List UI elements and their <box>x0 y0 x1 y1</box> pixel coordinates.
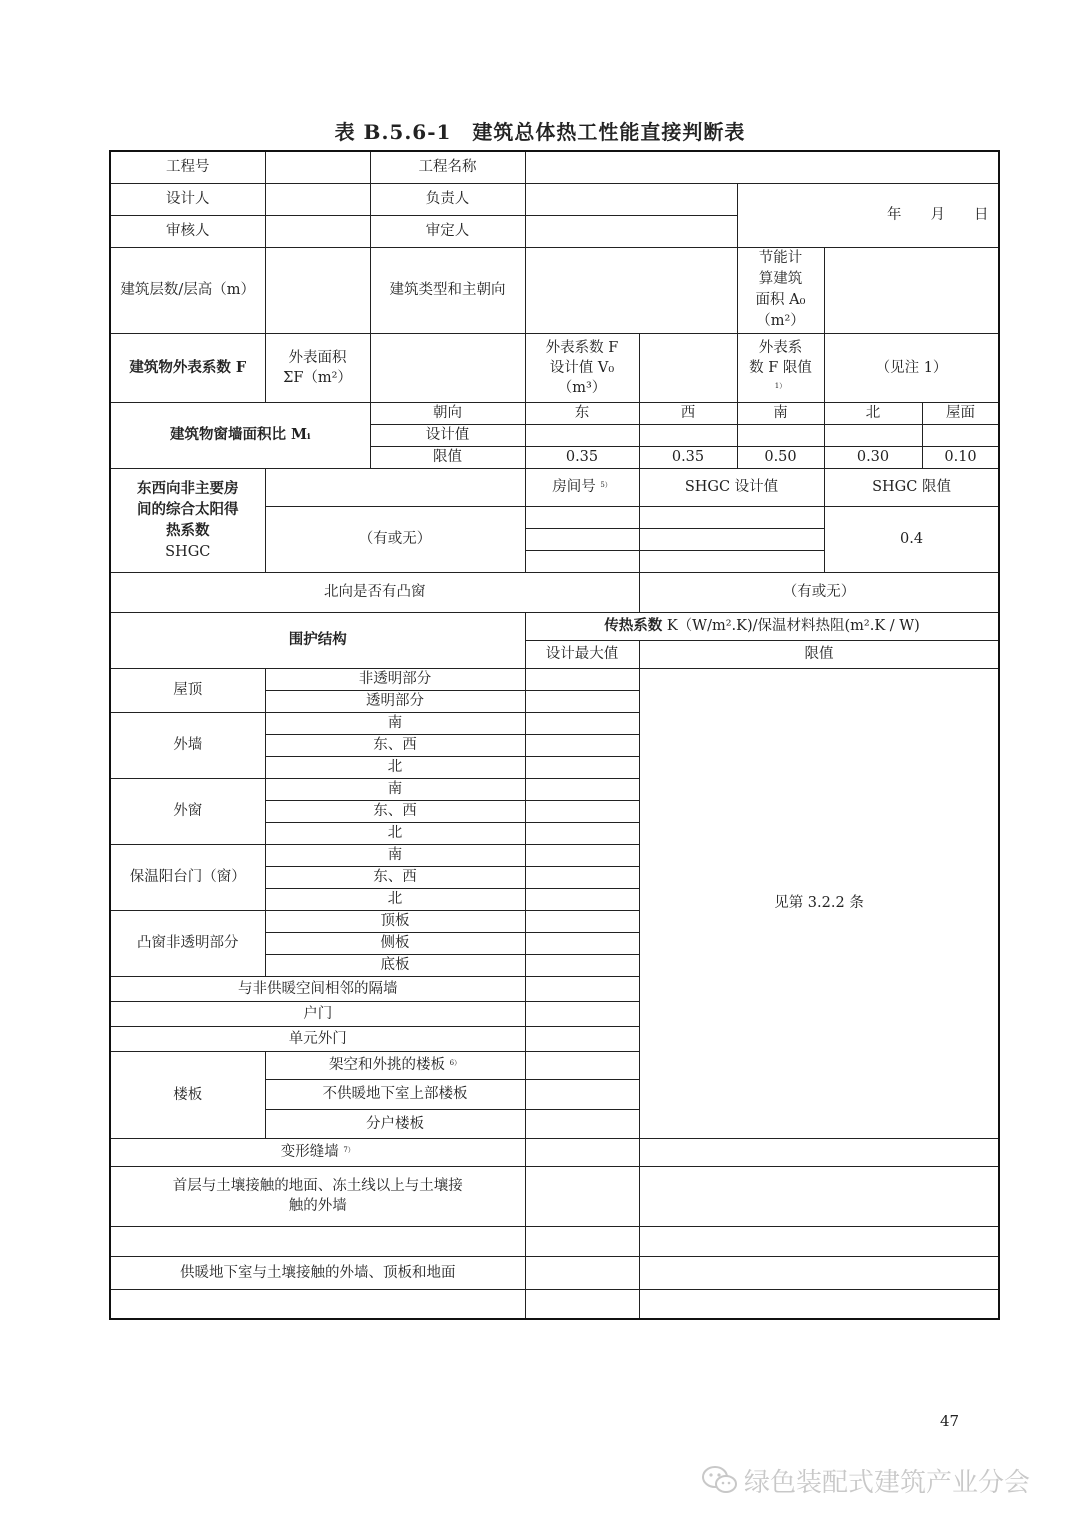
project-name-label: 工程名称 <box>370 151 525 183</box>
room-no-field[interactable] <box>525 550 639 572</box>
see-clause: 见第 3.2.2 条 <box>639 668 999 1138</box>
design-max-field[interactable] <box>525 1256 639 1289</box>
project-name-field[interactable] <box>525 151 999 183</box>
shgc-design-label: SHGC 设计值 <box>639 468 824 506</box>
footnote-mark: 7） <box>343 1146 355 1154</box>
balcony-item: 北 <box>265 888 525 910</box>
page-number: 47 <box>940 1412 960 1430</box>
shape-limit-label <box>737 333 824 402</box>
limit-field[interactable] <box>639 1226 999 1256</box>
limit-value-roof: 0.10 <box>922 446 999 468</box>
designer-field[interactable] <box>265 183 370 215</box>
orientation-east: 东 <box>525 402 639 424</box>
limit-value-west: 0.35 <box>639 446 737 468</box>
design-max-field[interactable] <box>525 954 639 976</box>
deformation-text: 变形缝墙 <box>280 1144 339 1160</box>
room-no-label <box>525 468 639 506</box>
envelope-label: 围护结构 <box>110 612 525 668</box>
limit-value-east: 0.35 <box>525 446 639 468</box>
area-label-line: 算建筑 <box>758 271 803 287</box>
limit-field[interactable] <box>639 1166 999 1226</box>
design-max-field[interactable] <box>525 1051 639 1079</box>
design-max-field[interactable] <box>525 1226 639 1256</box>
shgc-design-field[interactable] <box>639 506 824 528</box>
limit-value-label: 限值 <box>370 446 525 468</box>
balcony-item: 东、西 <box>265 866 525 888</box>
design-max-field[interactable] <box>525 690 639 712</box>
design-max-field[interactable] <box>525 1026 639 1051</box>
basement-label: 供暖地下室与土壤接触的外墙、顶板和地面 <box>110 1256 525 1289</box>
shgc-empty <box>265 468 525 506</box>
door-label: 户门 <box>110 1001 525 1026</box>
floor-item <box>265 1051 525 1079</box>
bay-part-item: 底板 <box>265 954 525 976</box>
limit-field[interactable] <box>639 1256 999 1289</box>
footnote-mark: 5） <box>600 481 612 489</box>
surface-area-line: 外表面积 <box>288 349 347 366</box>
basement-blank[interactable] <box>110 1289 525 1319</box>
k-value-header <box>525 612 999 640</box>
roof-label: 屋顶 <box>110 668 265 712</box>
shgc-label-line: 间的综合太阳得 <box>137 500 239 518</box>
design-max-field[interactable] <box>525 1109 639 1138</box>
design-max-field[interactable] <box>525 1289 639 1319</box>
design-max-field[interactable] <box>525 734 639 756</box>
responsible-field[interactable] <box>525 183 737 215</box>
design-value-roof[interactable] <box>922 424 999 446</box>
shgc-label-line: 热系数 <box>166 521 210 539</box>
surface-area-line: ΣF（m²） <box>283 369 352 386</box>
design-max-field[interactable] <box>525 822 639 844</box>
design-value-south[interactable] <box>737 424 824 446</box>
area-label-line: 节能计 <box>758 250 803 266</box>
limit-field[interactable] <box>639 1289 999 1319</box>
unit-door-label: 单元外门 <box>110 1026 525 1051</box>
shape-limit-note: （见注 1） <box>824 333 999 402</box>
floors-field[interactable] <box>265 247 370 333</box>
shape-design-label <box>525 333 639 402</box>
shape-limit-line: 外表系 <box>758 339 803 356</box>
bay-part-item: 侧板 <box>265 932 525 954</box>
wall-label: 外墙 <box>110 712 265 778</box>
orientation-roof: 屋面 <box>922 402 999 424</box>
limit-header: 限值 <box>639 640 999 668</box>
design-value-east[interactable] <box>525 424 639 446</box>
approver-field[interactable] <box>525 215 737 247</box>
ground-blank[interactable] <box>110 1226 525 1256</box>
responsible-label: 负责人 <box>370 183 525 215</box>
orientation-label: 朝向 <box>370 402 525 424</box>
design-max-field[interactable] <box>525 932 639 954</box>
design-max-field[interactable] <box>525 1001 639 1026</box>
shgc-limit-value: 0.4 <box>824 506 999 572</box>
design-max-field[interactable] <box>525 866 639 888</box>
shape-factor-label: 建筑物外表系数 F <box>110 333 265 402</box>
designer-label: 设计人 <box>110 183 265 215</box>
design-value-north[interactable] <box>824 424 922 446</box>
design-max-field[interactable] <box>525 844 639 866</box>
reviewer-label: 审核人 <box>110 215 265 247</box>
shape-design-line: 设计值 V₀ <box>549 359 615 376</box>
area-label <box>737 247 824 333</box>
orientation-south: 南 <box>737 402 824 424</box>
area-label-line: （m²） <box>756 313 805 329</box>
building-type-label: 建筑类型和主朝向 <box>370 247 525 333</box>
k-value-rest: K（W/m².K)/保温材料热阻(m².K / W) <box>662 618 920 634</box>
project-no-field[interactable] <box>265 151 370 183</box>
floor-label: 楼板 <box>110 1051 265 1138</box>
room-no-text: 房间号 <box>552 479 596 495</box>
bay-part-item: 顶板 <box>265 910 525 932</box>
window-item: 东、西 <box>265 800 525 822</box>
limit-value-south: 0.50 <box>737 446 824 468</box>
table-title: 表 B.5.6-1 建筑总体热工性能直接判断表 <box>334 120 746 144</box>
design-max-field[interactable] <box>525 1079 639 1109</box>
design-max-field[interactable] <box>525 1138 639 1166</box>
wall-item: 东、西 <box>265 734 525 756</box>
design-max-field[interactable] <box>525 800 639 822</box>
design-value-west[interactable] <box>639 424 737 446</box>
design-max-field[interactable] <box>525 1166 639 1226</box>
window-item: 北 <box>265 822 525 844</box>
orientation-west: 西 <box>639 402 737 424</box>
ground-label-line: 触的外墙 <box>288 1198 347 1214</box>
wechat-icon <box>700 1464 740 1496</box>
bay-window-label: 北向是否有凸窗 <box>110 572 639 612</box>
watermark <box>700 1460 1030 1500</box>
balcony-label: 保温阳台门（窗） <box>110 844 265 910</box>
design-max-field[interactable] <box>525 778 639 800</box>
footnote-mark: 6） <box>449 1059 462 1067</box>
design-max-header: 设计最大值 <box>525 640 639 668</box>
design-max-field[interactable] <box>525 668 639 690</box>
deformation-label <box>110 1138 525 1166</box>
shgc-design-field[interactable] <box>639 528 824 550</box>
design-max-field[interactable] <box>525 756 639 778</box>
project-no-label: 工程号 <box>110 151 265 183</box>
room-no-field[interactable] <box>525 528 639 550</box>
design-max-field[interactable] <box>525 910 639 932</box>
shape-limit-line: 数 F 限值 <box>749 359 812 376</box>
window-wall-ratio-label: 建筑物窗墙面积比 Mᵢ <box>110 402 370 468</box>
shape-design-line: 外表系数 F <box>545 339 619 356</box>
shape-design-field[interactable] <box>639 333 737 402</box>
shgc-label-line: SHGC <box>165 543 211 560</box>
design-max-field[interactable] <box>525 888 639 910</box>
watermark-text: 绿色装配式建筑产业分会 <box>744 1467 1031 1498</box>
k-value-bold: 传热系数 <box>604 617 663 634</box>
floor-item-text: 架空和外挑的楼板 <box>328 1057 445 1073</box>
design-max-field[interactable] <box>525 976 639 1001</box>
date-field[interactable]: 年 月 日 <box>737 183 999 247</box>
wall-item: 北 <box>265 756 525 778</box>
approver-label: 审定人 <box>370 215 525 247</box>
room-no-field[interactable] <box>525 506 639 528</box>
surface-area-label <box>265 333 370 402</box>
building-type-field[interactable] <box>525 247 737 333</box>
bay-part-label: 凸窗非透明部分 <box>110 910 265 976</box>
wall-item: 南 <box>265 712 525 734</box>
shgc-limit-label: SHGC 限值 <box>824 468 999 506</box>
shape-design-line: （m³） <box>557 379 607 396</box>
shgc-label <box>110 468 265 572</box>
limit-value-north: 0.30 <box>824 446 922 468</box>
window-item: 南 <box>265 778 525 800</box>
roof-item: 透明部分 <box>265 690 525 712</box>
surface-area-field[interactable] <box>370 333 525 402</box>
orientation-north: 北 <box>824 402 922 424</box>
ground-label <box>110 1166 525 1226</box>
partition-label: 与非供暖空间相邻的隔墙 <box>110 976 525 1001</box>
reviewer-field[interactable] <box>265 215 370 247</box>
design-max-field[interactable] <box>525 712 639 734</box>
floors-label: 建筑层数/层高（m） <box>110 247 265 333</box>
ground-label-line: 首层与土壤接触的地面、冻土线以上与土壤接 <box>172 1178 463 1194</box>
bay-window-value[interactable]: （有或无） <box>639 572 999 612</box>
balcony-item: 南 <box>265 844 525 866</box>
area-label-line: 面积 A₀ <box>755 292 806 308</box>
floor-item: 分户楼板 <box>265 1109 525 1138</box>
roof-item: 非透明部分 <box>265 668 525 690</box>
floor-item: 不供暖地下室上部楼板 <box>265 1079 525 1109</box>
footnote-mark: 1） <box>774 381 787 390</box>
limit-field[interactable] <box>639 1138 999 1166</box>
shgc-label-line: 东西向非主要房 <box>137 479 239 497</box>
design-value-label: 设计值 <box>370 424 525 446</box>
window-label: 外窗 <box>110 778 265 844</box>
shgc-design-field[interactable] <box>639 550 824 572</box>
judgment-table <box>109 150 1000 1320</box>
shgc-presence[interactable]: （有或无） <box>265 506 525 572</box>
area-field[interactable] <box>824 247 999 333</box>
